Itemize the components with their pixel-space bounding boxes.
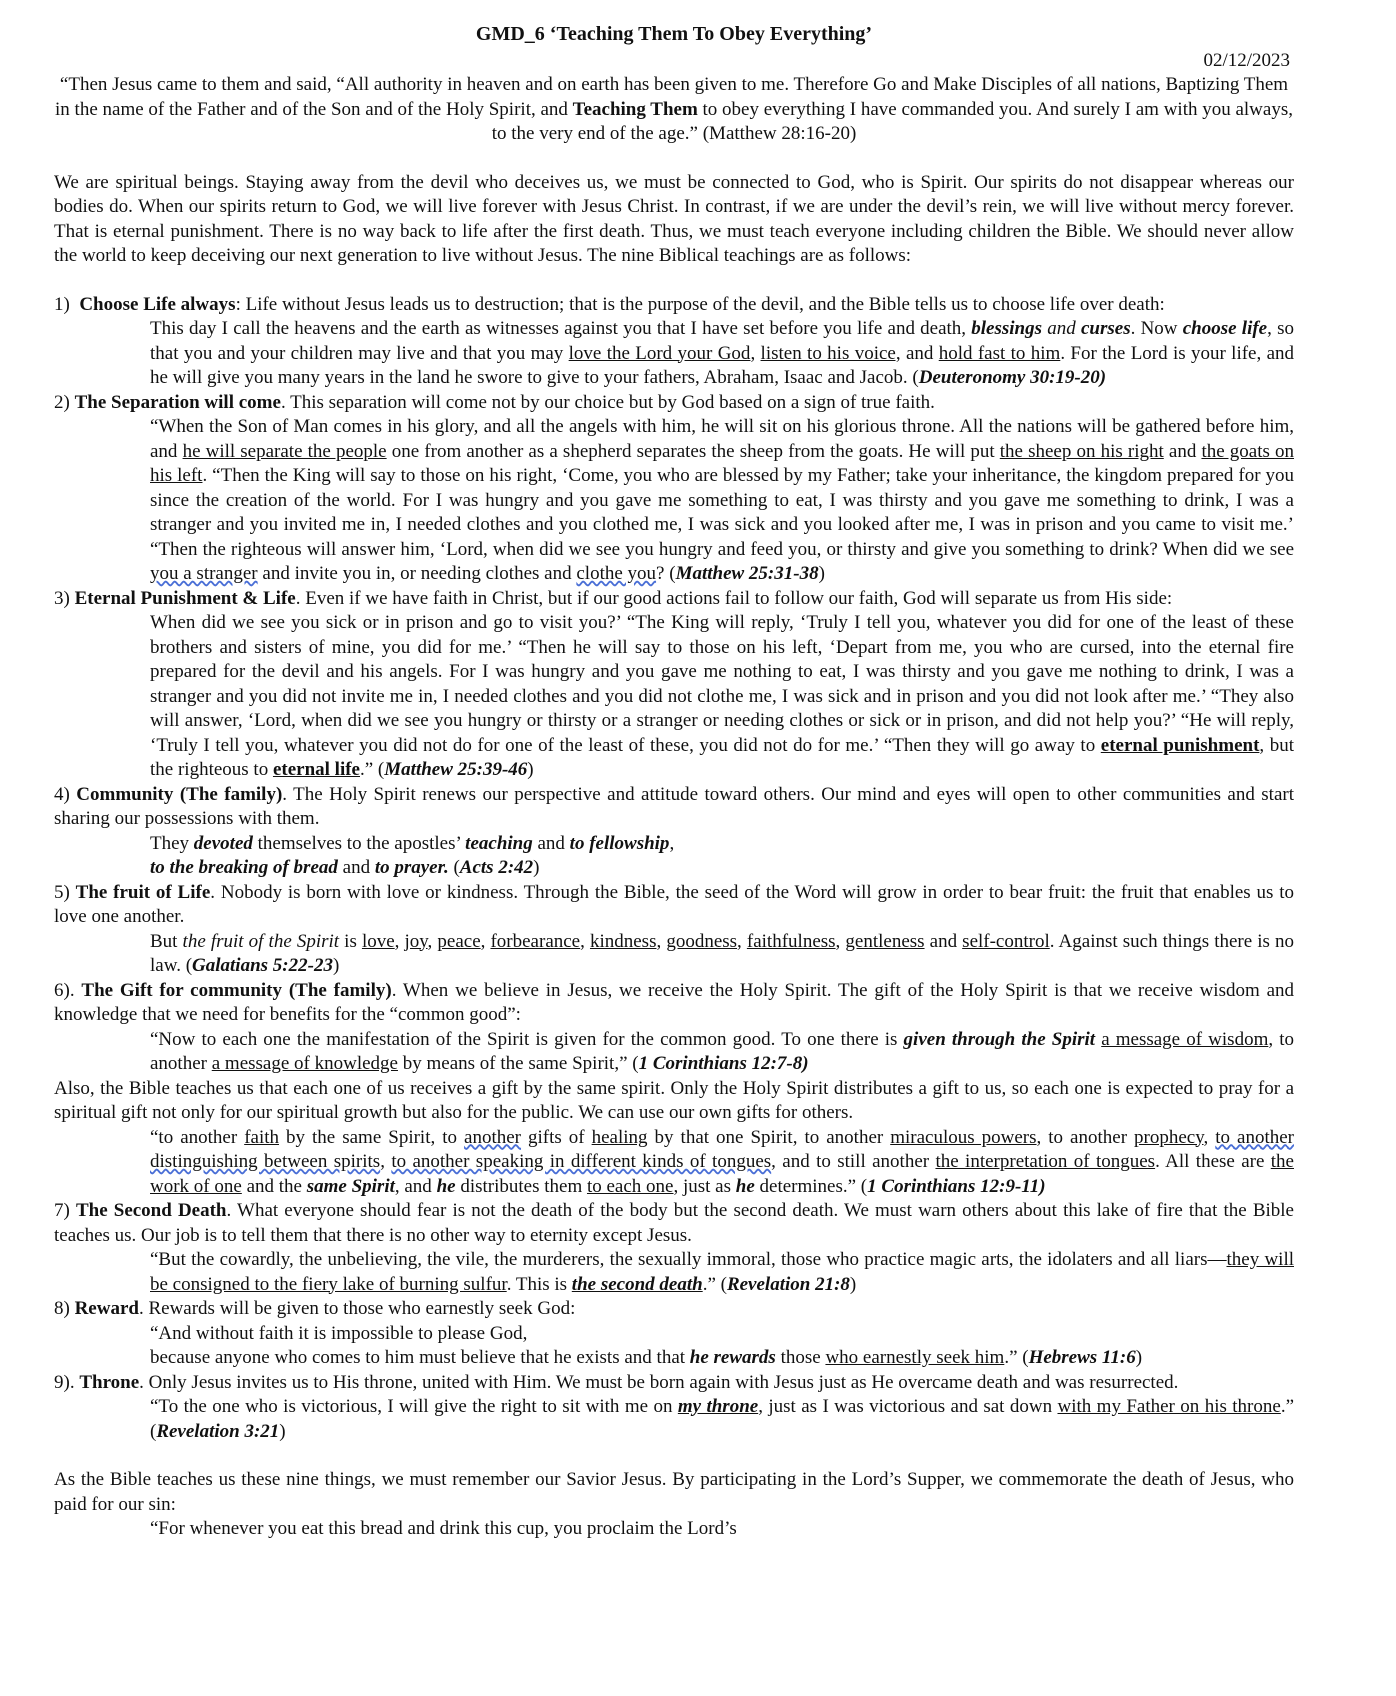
teaching-3-quote: When did we see you sick or in prison and go to visit you?’ “The King will reply, ‘Truly I tell you, whatever you did for one of the least of these brothers and sisters of mine, you did for me.’ “Then he will say to those on his left, ‘Depart from me, you who are cursed, into the eternal fire prepared for the devil and his angels. For I was hungry and you gave me nothing to eat, I was thirsty and you gave me nothing to drink, I was a stranger and you did not invite me in, I needed clothes and you did not clothe me, I was sick and in prison and you did not look after me.’ “They also will answer, ‘Lord, when did we see you hungry or thirsty or a stranger or needing clothes or sick or in prison, and did not help you?’ “He will reply, ‘Truly I tell you, whatever you did not do for one of the least of these, you did not do for me.’ “Then they will go away to eternal punishment, but the righteous to eternal life.” (Matthew 25:39-46) — [150, 612, 1294, 780]
teaching-2-quote: “When the Son of Man comes in his glory, and all the angels with him, he will sit on his glorious throne. All the nations will be gathered before him, and he will separate the people one from another as a shepherd separates the sheep from the goats. He will put the sheep on his right and the goats on his left. “Then the King will say to those on his right, ‘Come, you who are blessed by my Father; take your inheritance, the kingdom prepared for you since the creation of the world. For I was hungry and you gave me something to eat, I was thirsty and you gave me something to drink, I was a stranger and you invited me in, I needed clothes and you clothed me, I was sick and you looked after me, I was in prison and you came to visit me.’ “Then the righteous will answer him, ‘Lord, when did we see you hungry and feed you, or thirsty and give you something to drink? When did we see you a stranger and invite you in, or needing clothes and clothe you? (Matthew 25:31-38) — [150, 416, 1295, 584]
teaching-4-heading: 4) Community (The family). The Holy Spirit renews our perspective and attitude toward others. Our mind and eyes will open to other communities and start sharing our possessions with them. — [54, 783, 1295, 829]
teaching-8-heading: 8) Reward. Rewards will be given to those who earnestly seek God: — [54, 1298, 576, 1319]
teaching-5-quote: But the fruit of the Spirit is love, joy, peace, forbearance, kindness, goodness, faithfulness, gentleness and self-control. Against such things there is no law. (Galatians 5:22-23) — [150, 930, 1295, 976]
teaching-9-quote: “To the one who is victorious, I will give the right to sit with me on my throne, just as I was victorious and sat down with my Father on his throne.” (Revelation 3:21) — [150, 1396, 1294, 1442]
intro-verse: “Then Jesus came to them and said, “All authority in heaven and on earth has been given to me. Therefore Go and Make Disciples of all nations, Baptizing Them in the name of the Father and of the Son and of the Holy Spirit, and Teaching Them to obey everything I have commanded you. And surely I am with you always, to the very end of the age.” (Matthew 28:16-20) — [55, 74, 1293, 144]
teaching-7-heading: 7) The Second Death. What everyone should fear is not the death of the body but the second death. We must warn others about this lake of fire that the Bible teaches us. Our job is to tell them that there is no other way to eternity except Jesus. — [54, 1200, 1294, 1246]
document-title: GMD_6 ‘Teaching Them To Obey Everything’ — [475, 23, 873, 45]
teaching-3-heading: 3) Eternal Punishment & Life. Even if we have faith in Christ, but if our good actions fail to follow our faith, God will separate us from His side: — [54, 587, 1173, 609]
teaching-1-quote: This day I call the heavens and the earth as witnesses against you that I have set before you life and death, blessings and curses. Now choose life, so that you and your children may live and that you may love the Lord your God, listen to his voice, and hold fast to him. For the Lord is your life, and he will give you many years in the land he swore to give to your fathers, Abraham, Isaac and Jacob. (Deuteronomy 30:19-20) — [150, 318, 1295, 388]
teaching-7-quote: “But the cowardly, the unbelieving, the vile, the murderers, the sexually immoral, those who practice magic arts, the idolaters and all liars—they will be consigned to the fiery lake of burning sulfur. This is the second death.” (Revelation 21:8) — [150, 1249, 1294, 1295]
teaching-8-quote-line-2: because anyone who comes to him must believe that he exists and that he rewards those who earnestly seek him.” (Hebrews 11:6) — [150, 1347, 1143, 1368]
closing-paragraph: As the Bible teaches us these nine things, we must remember our Savior Jesus. By participating in the Lord’s Supper, we commemorate the death of Jesus, who paid for our sin: — [54, 1469, 1294, 1515]
teaching-8-quote-line-1: “And without faith it is impossible to please God, — [150, 1322, 528, 1344]
teaching-6-heading: 6). The Gift for community (The family). When we believe in Jesus, we receive the Holy Spirit. The gift of the Holy Spirit is that we receive wisdom and knowledge that we need for benefits for the “common good”: — [54, 979, 1294, 1025]
document-date: 02/12/2023 — [1203, 49, 1290, 71]
teaching-2-heading: 2) The Separation will come. This separation will come not by our choice but by God based on a sign of true faith. — [54, 391, 935, 413]
intro-paragraph: We are spiritual beings. Staying away from the devil who deceives us, we must be connected to God, who is Spirit. Our spirits do not disappear whereas our bodies do. When our spirits return to God, we will live forever with Jesus Christ. In contrast, if we are under the devil’s rein, we will live without mercy forever. That is eternal punishment. There is no way back to life after the first death. Thus, we must teach everyone including children the Bible. We should never allow the world to keep deceiving our next generation to live without Jesus. The nine Biblical teachings are as follows: — [54, 171, 1294, 266]
closing-quote: “For whenever you eat this bread and drink this cup, you proclaim the Lord’s — [150, 1518, 737, 1539]
teaching-6-quote-2: “to another faith by the same Spirit, to another gifts of healing by that one Spirit, to another miraculous powers, to another prophecy, to another distinguishing between spirits, to another speaking in different kinds of tongues, and to still another the interpretation of tongues. All these are the work of one and the same Spirit, and he distributes them to each one, just as he determines.” (1 Corinthians 12:9-11) — [150, 1126, 1294, 1197]
teaching-9-heading: 9). Throne. Only Jesus invites us to His throne, united with Him. We must be born again with Jesus just as He overcame death and was resurrected. — [54, 1371, 1179, 1393]
teaching-6-quote-1: “Now to each one the manifestation of the Spirit is given for the common good. To one there is given through the Spirit a message of wisdom, to another a message of knowledge by means of the same Spirit,” (1 Corinthians 12:7-8) — [150, 1028, 1295, 1074]
teaching-1-heading: 1) Choose Life always: Life without Jesus leads us to destruction; that is the purpose of the devil, and the Bible tells us to choose life over death: — [54, 293, 1165, 315]
teaching-5-heading: 5) The fruit of Life. Nobody is born with love or kindness. Through the Bible, the seed of the Word will grow in order to bear fruit: the fruit that enables us to love one another. — [54, 881, 1295, 927]
teaching-6-paragraph: Also, the Bible teaches us that each one of us receives a gift by the same spirit. Only the Holy Spirit distributes a gift to us, so each one is expected to pray for a spiritual gift not only for our spiritual growth but also for the public. We can use our own gifts for others. — [54, 1077, 1294, 1123]
teaching-4-quote-line-1: They devoted themselves to the apostles’ teaching and to fellowship, — [150, 832, 675, 854]
teaching-4-quote-line-2: to the breaking of bread and to prayer. (Acts 2:42) — [150, 857, 540, 878]
